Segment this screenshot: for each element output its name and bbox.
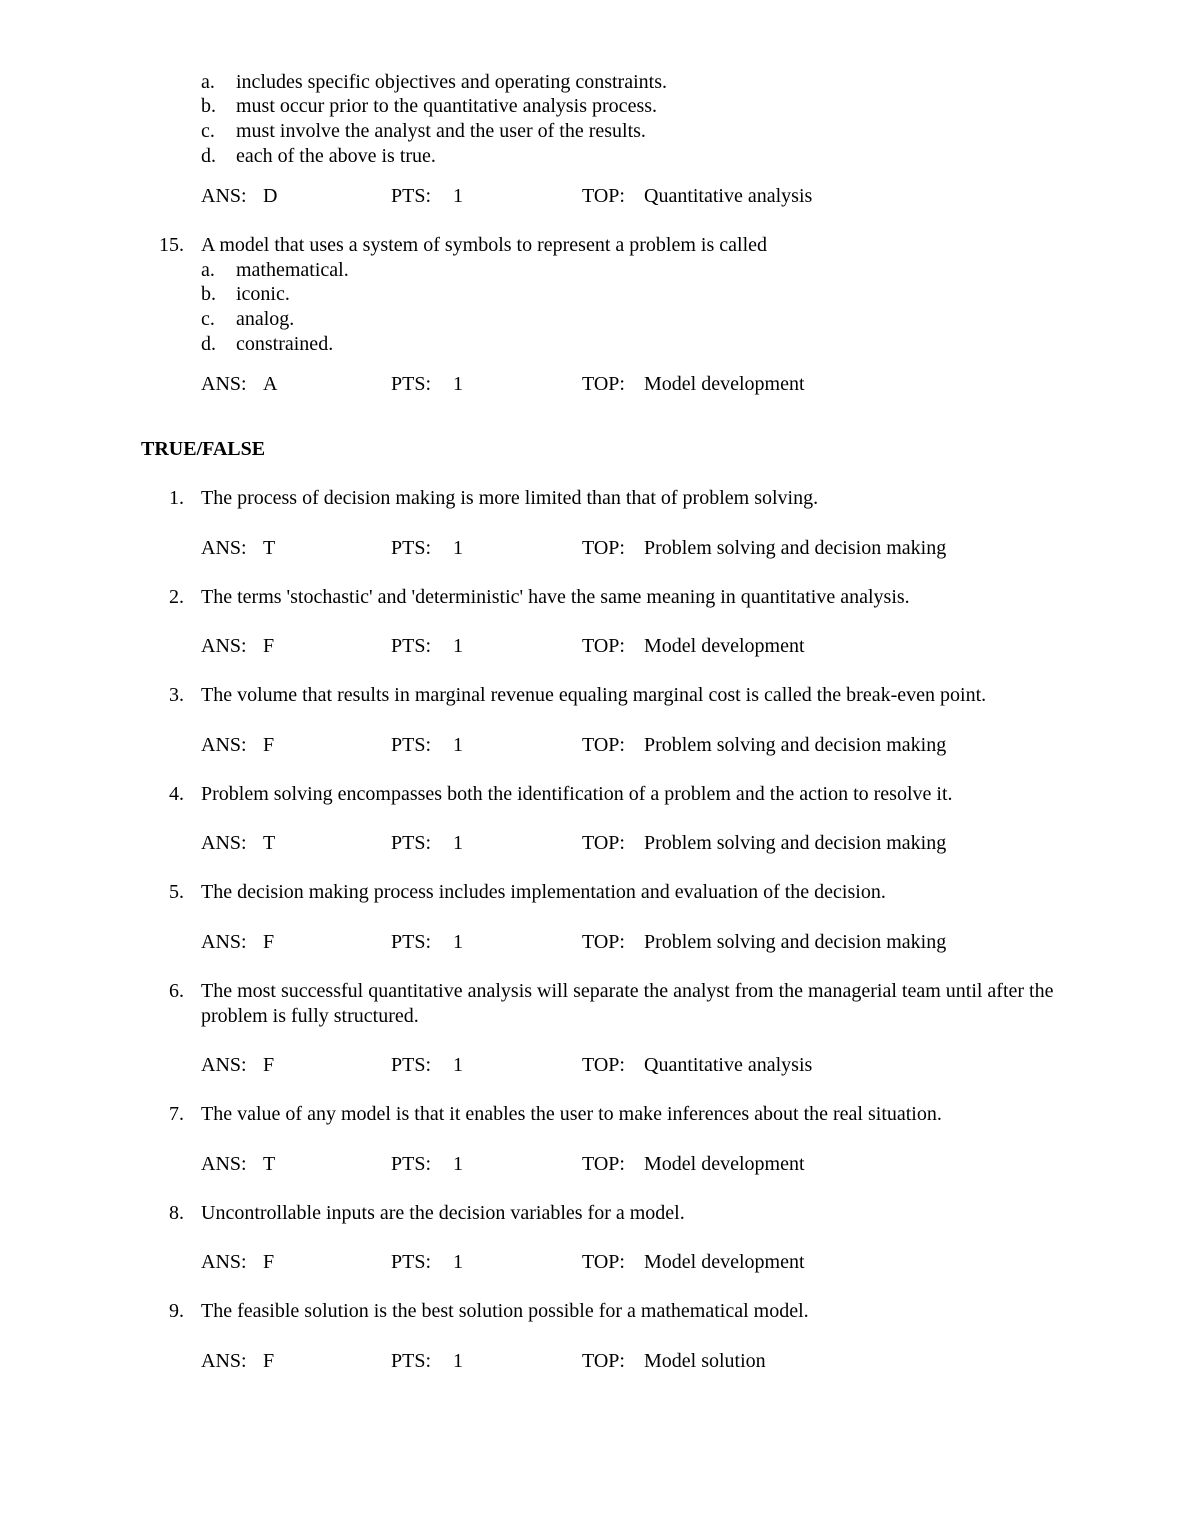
question-text: Problem solving encompasses both the identification of a problem and the action to resolve it. bbox=[201, 783, 953, 805]
section-heading: TRUE/FALSE bbox=[141, 438, 266, 460]
option-text: must occur prior to the quantitative analysis process. bbox=[236, 95, 658, 117]
pts-label: PTS: bbox=[391, 1251, 432, 1273]
option-text: each of the above is true. bbox=[236, 145, 436, 167]
ans-label: ANS: bbox=[201, 185, 247, 207]
top-label: TOP: bbox=[582, 1251, 625, 1273]
question-number: 2. bbox=[169, 586, 184, 608]
pts-label: PTS: bbox=[391, 537, 432, 559]
ans-label: ANS: bbox=[201, 931, 247, 953]
ans-label: ANS: bbox=[201, 734, 247, 756]
ans-label: ANS: bbox=[201, 635, 247, 657]
ans-value: F bbox=[263, 1350, 275, 1372]
top-label: TOP: bbox=[582, 537, 625, 559]
question-text: The volume that results in marginal revenue equaling marginal cost is called the break-even point. bbox=[201, 684, 987, 706]
top-label: TOP: bbox=[582, 635, 625, 657]
pts-value: 1 bbox=[453, 635, 463, 657]
pts-value: 1 bbox=[453, 373, 463, 395]
top-value: Problem solving and decision making bbox=[644, 537, 947, 559]
top-label: TOP: bbox=[582, 1054, 625, 1076]
ans-value: F bbox=[263, 734, 275, 756]
ans-label: ANS: bbox=[201, 832, 247, 854]
top-value: Model development bbox=[644, 1251, 805, 1273]
question-text: The decision making process includes implementation and evaluation of the decision. bbox=[201, 881, 886, 903]
ans-label: ANS: bbox=[201, 373, 247, 395]
ans-label: ANS: bbox=[201, 1251, 247, 1273]
pts-label: PTS: bbox=[391, 1054, 432, 1076]
pts-value: 1 bbox=[453, 1350, 463, 1372]
question-number: 15. bbox=[159, 234, 184, 256]
question-text: The most successful quantitative analysis will separate the analyst from the managerial team until after the problem is fully structured. bbox=[201, 980, 1054, 1027]
option-letter: c. bbox=[201, 308, 215, 330]
question-text: The value of any model is that it enables the user to make inferences about the real situation. bbox=[201, 1103, 942, 1125]
ans-value: A bbox=[263, 373, 278, 395]
pts-value: 1 bbox=[453, 832, 463, 854]
pts-label: PTS: bbox=[391, 185, 432, 207]
pts-label: PTS: bbox=[391, 635, 432, 657]
pts-label: PTS: bbox=[391, 373, 432, 395]
ans-value: F bbox=[263, 1054, 275, 1076]
top-value: Model solution bbox=[644, 1350, 766, 1372]
pts-value: 1 bbox=[453, 1153, 463, 1175]
top-value: Quantitative analysis bbox=[644, 1054, 813, 1076]
option-text: mathematical. bbox=[236, 259, 349, 281]
question-number: 3. bbox=[169, 684, 184, 706]
pts-value: 1 bbox=[453, 185, 463, 207]
ans-value: T bbox=[263, 537, 276, 559]
ans-label: ANS: bbox=[201, 1350, 247, 1372]
question-number: 8. bbox=[169, 1202, 184, 1224]
question-text: The feasible solution is the best solution possible for a mathematical model. bbox=[201, 1300, 809, 1322]
ans-label: ANS: bbox=[201, 1054, 247, 1076]
ans-value: F bbox=[263, 635, 275, 657]
top-label: TOP: bbox=[582, 1350, 625, 1372]
pts-value: 1 bbox=[453, 734, 463, 756]
option-letter: a. bbox=[201, 259, 215, 281]
question-number: 5. bbox=[169, 881, 184, 903]
pts-value: 1 bbox=[453, 1251, 463, 1273]
ans-label: ANS: bbox=[201, 537, 247, 559]
top-value: Problem solving and decision making bbox=[644, 734, 947, 756]
option-letter: d. bbox=[201, 145, 216, 167]
option-text: must involve the analyst and the user of the results. bbox=[236, 120, 646, 142]
question-number: 6. bbox=[169, 980, 184, 1002]
question-number: 7. bbox=[169, 1103, 184, 1125]
option-text: includes specific objectives and operating constraints. bbox=[236, 71, 667, 93]
question-number: 9. bbox=[169, 1300, 184, 1322]
pts-label: PTS: bbox=[391, 1153, 432, 1175]
option-text: constrained. bbox=[236, 333, 334, 355]
top-value: Model development bbox=[644, 1153, 805, 1175]
pts-label: PTS: bbox=[391, 832, 432, 854]
top-label: TOP: bbox=[582, 931, 625, 953]
ans-value: F bbox=[263, 1251, 275, 1273]
option-letter: b. bbox=[201, 95, 216, 117]
ans-value: F bbox=[263, 931, 275, 953]
pts-label: PTS: bbox=[391, 734, 432, 756]
option-text: iconic. bbox=[236, 283, 290, 305]
option-letter: b. bbox=[201, 283, 216, 305]
question-text: The terms 'stochastic' and 'deterministic' have the same meaning in quantitative analysis. bbox=[201, 586, 910, 608]
pts-value: 1 bbox=[453, 1054, 463, 1076]
question-number: 1. bbox=[169, 487, 184, 509]
question-text: A model that uses a system of symbols to represent a problem is called bbox=[201, 234, 767, 256]
question-text: Uncontrollable inputs are the decision variables for a model. bbox=[201, 1202, 685, 1224]
pts-label: PTS: bbox=[391, 931, 432, 953]
pts-label: PTS: bbox=[391, 1350, 432, 1372]
pts-value: 1 bbox=[453, 931, 463, 953]
top-value: Model development bbox=[644, 635, 805, 657]
ans-label: ANS: bbox=[201, 1153, 247, 1175]
top-label: TOP: bbox=[582, 832, 625, 854]
option-letter: c. bbox=[201, 120, 215, 142]
option-letter: a. bbox=[201, 71, 215, 93]
top-value: Quantitative analysis bbox=[644, 185, 813, 207]
top-value: Model development bbox=[644, 373, 805, 395]
top-label: TOP: bbox=[582, 734, 625, 756]
top-label: TOP: bbox=[582, 373, 625, 395]
top-value: Problem solving and decision making bbox=[644, 931, 947, 953]
option-text: analog. bbox=[236, 308, 295, 330]
ans-value: D bbox=[263, 185, 278, 207]
top-label: TOP: bbox=[582, 185, 625, 207]
pts-value: 1 bbox=[453, 537, 463, 559]
top-label: TOP: bbox=[582, 1153, 625, 1175]
top-value: Problem solving and decision making bbox=[644, 832, 947, 854]
question-number: 4. bbox=[169, 783, 184, 805]
question-text: The process of decision making is more limited than that of problem solving. bbox=[201, 487, 819, 509]
ans-value: T bbox=[263, 1153, 276, 1175]
ans-value: T bbox=[263, 832, 276, 854]
option-letter: d. bbox=[201, 333, 216, 355]
